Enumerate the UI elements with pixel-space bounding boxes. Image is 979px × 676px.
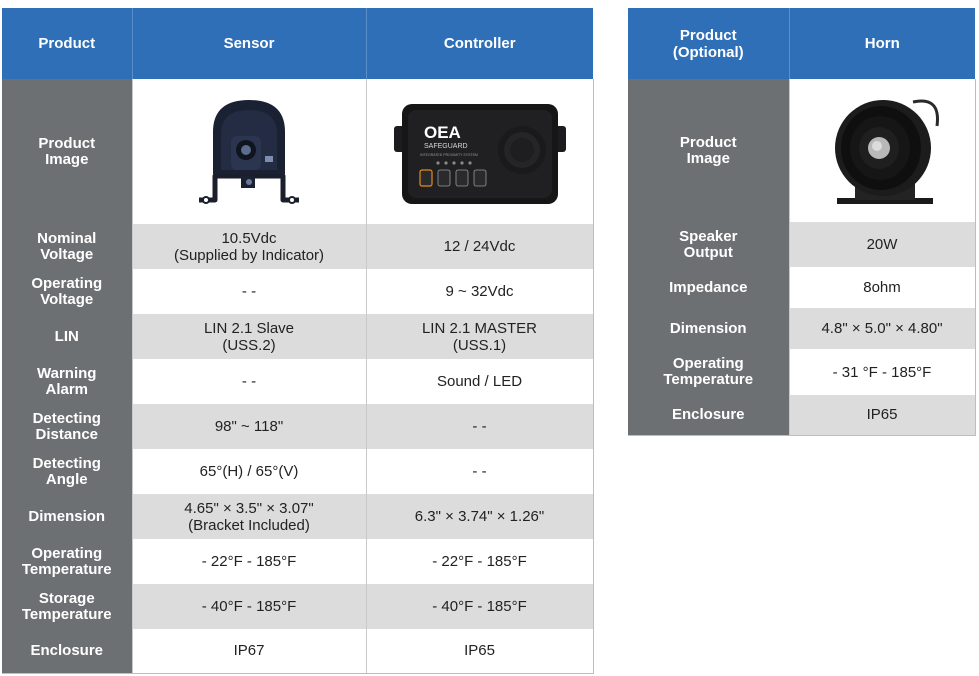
table-row bbox=[2, 359, 593, 404]
table-row bbox=[2, 494, 593, 539]
sensor-value: 65°(H) / 65°(V) bbox=[132, 449, 366, 494]
row-label: Detecting Angle bbox=[2, 449, 132, 494]
row-label: Warning Alarm bbox=[2, 359, 132, 404]
table-row bbox=[2, 79, 593, 224]
table-row bbox=[2, 449, 593, 494]
row-label: Operating Temperature bbox=[628, 349, 789, 395]
row-label: Product Image bbox=[628, 79, 789, 222]
sensor-value: - - bbox=[132, 359, 366, 404]
row-label: Operating Temperature bbox=[2, 539, 132, 584]
horn-value: 20W bbox=[789, 222, 975, 267]
table-row bbox=[2, 224, 593, 269]
sensor-controller-spec-table bbox=[2, 8, 594, 674]
controller-value: - - bbox=[366, 404, 593, 449]
table-row bbox=[2, 539, 593, 584]
row-label: Dimension bbox=[2, 494, 132, 539]
controller-value: - 22°F - 185°F bbox=[366, 539, 593, 584]
header-horn: Horn bbox=[789, 8, 975, 79]
sensor-value: - 40°F - 185°F bbox=[132, 584, 366, 629]
table-row bbox=[628, 395, 975, 435]
controller-brand: OEA bbox=[423, 122, 461, 142]
row-label: Dimension bbox=[628, 308, 789, 349]
header-product-optional: Product (Optional) bbox=[628, 8, 789, 79]
sensor-value: 10.5Vdc (Supplied by Indicator) bbox=[132, 224, 366, 269]
horn-spec-table bbox=[628, 8, 976, 436]
controller-value: - 40°F - 185°F bbox=[366, 584, 593, 629]
horn-value: 4.8" × 5.0" × 4.80" bbox=[789, 308, 975, 349]
sensor-value: 4.65" × 3.5" × 3.07" (Bracket Included) bbox=[132, 494, 366, 539]
controller-value: Sound / LED bbox=[366, 359, 593, 404]
controller-image-cell bbox=[366, 79, 593, 224]
table-row bbox=[628, 267, 975, 308]
row-label: Enclosure bbox=[2, 629, 132, 673]
table-header-row bbox=[628, 8, 975, 79]
table-row bbox=[628, 222, 975, 267]
controller-value: LIN 2.1 MASTER (USS.1) bbox=[366, 314, 593, 359]
sensor-image-cell bbox=[132, 79, 366, 224]
table-row bbox=[2, 404, 593, 449]
row-label: Nominal Voltage bbox=[2, 224, 132, 269]
horn-value: - 31 °F - 185°F bbox=[789, 349, 975, 395]
header-product: Product bbox=[2, 8, 132, 79]
controller-value: 9 ~ 32Vdc bbox=[366, 269, 593, 314]
row-label: Operating Voltage bbox=[2, 269, 132, 314]
controller-value: 12 / 24Vdc bbox=[366, 224, 593, 269]
row-label: Product Image bbox=[2, 79, 132, 224]
row-label: Impedance bbox=[628, 267, 789, 308]
horn-image-cell bbox=[789, 79, 975, 222]
row-label: Storage Temperature bbox=[2, 584, 132, 629]
controller-image-icon bbox=[390, 92, 570, 212]
horn-value: IP65 bbox=[789, 395, 975, 435]
row-label: Detecting Distance bbox=[2, 404, 132, 449]
sensor-image-icon bbox=[179, 92, 319, 212]
table-row bbox=[628, 349, 975, 395]
row-label: LIN bbox=[2, 314, 132, 359]
controller-tagline: INTEGRATED PROXIMITY SYSTEM bbox=[419, 152, 478, 157]
horn-image-icon bbox=[817, 86, 947, 216]
header-controller: Controller bbox=[366, 8, 593, 79]
sensor-value: - 22°F - 185°F bbox=[132, 539, 366, 584]
table-row bbox=[628, 308, 975, 349]
row-label: Speaker Output bbox=[628, 222, 789, 267]
header-sensor: Sensor bbox=[132, 8, 366, 79]
row-label: Enclosure bbox=[628, 395, 789, 435]
table-row bbox=[2, 314, 593, 359]
controller-value: 6.3" × 3.74" × 1.26" bbox=[366, 494, 593, 539]
sensor-value: IP67 bbox=[132, 629, 366, 673]
sensor-value: 98" ~ 118" bbox=[132, 404, 366, 449]
table-header-row bbox=[2, 8, 593, 79]
sensor-value: LIN 2.1 Slave (USS.2) bbox=[132, 314, 366, 359]
table-row bbox=[2, 629, 593, 673]
table-row bbox=[2, 584, 593, 629]
table-row bbox=[628, 79, 975, 222]
controller-value: IP65 bbox=[366, 629, 593, 673]
sensor-value: - - bbox=[132, 269, 366, 314]
table-row bbox=[2, 269, 593, 314]
controller-sub-brand: SAFEGUARD bbox=[423, 142, 468, 150]
controller-value: - - bbox=[366, 449, 593, 494]
horn-value: 8ohm bbox=[789, 267, 975, 308]
